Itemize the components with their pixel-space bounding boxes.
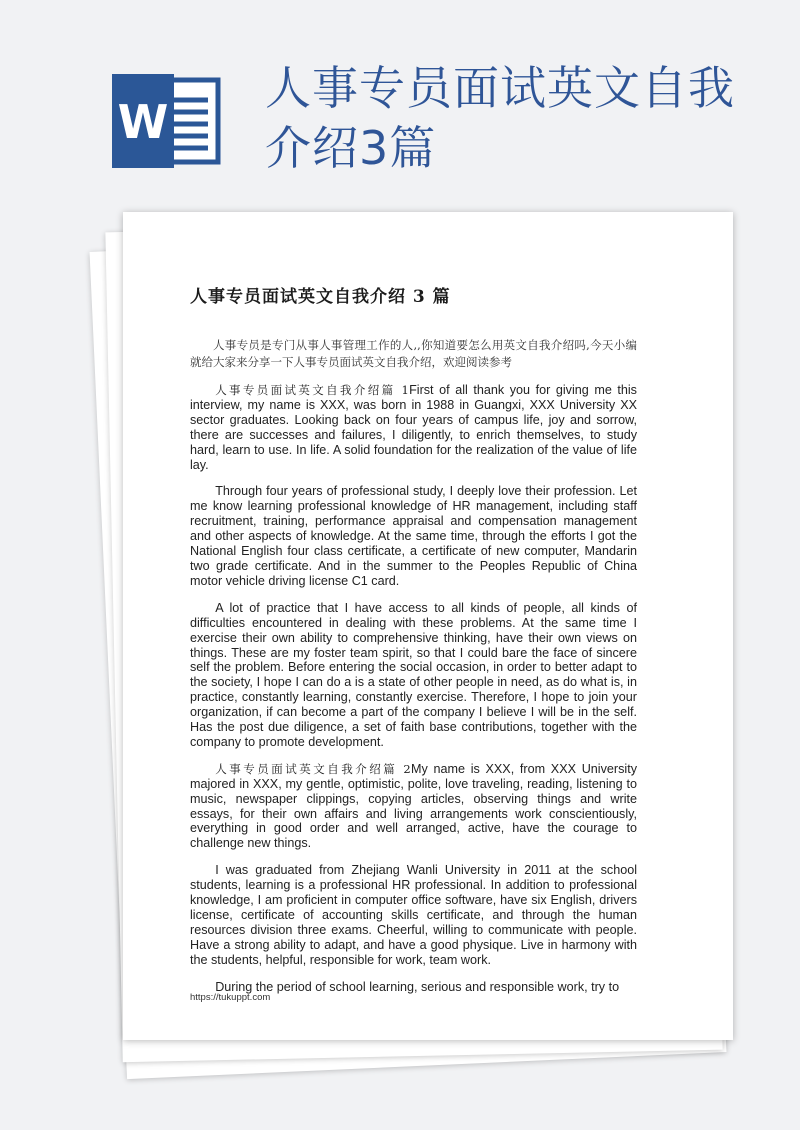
- paragraph-text: First of all thank you for giving me this interview, my name is XXX, was born in 1988 in Guangxi, XXX University XX sector graduates. Looking back on four years of campus life, joy and sorrow, there are successes and failures, I diligently, to enrich themselves, to study hard, learn to use. In life. A solid foundation for the realization of the value of life lay.: [190, 383, 637, 472]
- paragraph-text: My name is XXX, from XXX University majored in XXX, my gentle, optimistic, polite, love traveling, reading, listening to music, newspaper clippings, copying articles, observing things and write essays, for their own affairs and living arrangements work conscientiously, everything in good order and well arranged, active, have the courage to challenge new things.: [190, 761, 637, 851]
- body-paragraph: [190, 863, 637, 967]
- paragraph-text: I was graduated from Zhejiang Wanli University in 2011 at the school students, learning is a professional HR professional. In addition to professional knowledge, I am proficient in computer office software, have six English, drivers license, certificate of accounting skills certificate, and through the human resources division three exams. Cheerful, willing to communicate with people. Have a strong ability to adapt, and have a good physique. Live in harmony with the students, helpful, responsible for work, team work.: [190, 863, 637, 967]
- banner-title: [265, 58, 785, 178]
- intro-paragraph: 人事专员是专门从事人事管理工作的人,,你知道要怎么用英文自我介绍吗,今天小编就给大家来分享一下人事专员面试英文自我介绍，欢迎阅读参考: [190, 338, 637, 369]
- paragraph-lead: 人事专员面试英文自我介绍篇 1: [215, 383, 410, 397]
- document-body: [190, 282, 637, 1007]
- paragraph-lead: 人事专员面试英文自我介绍篇 2: [215, 761, 412, 776]
- word-document-icon: [112, 74, 224, 168]
- body-paragraph: [190, 484, 637, 588]
- paragraph-text: A lot of practice that I have access to all kinds of people, all kinds of difficulties encountered in dealing with these problems. At the same time I exercise their own ability to comprehensive thinking, have their own views on things. These are my foster team spirit, so that I could bare the face of sincere self the problem. Before entering the social occasion, in order to better adapt to the society, I hope I can do a is a state of other people in need, as do what is, in practice, constantly learning, constantly exercise. Therefore, I hope to join your organization, if can become a part of the company I believe I will be in the self. Has the post due diligence, a set of faith base contributions, together with the company to promote development.: [190, 600, 637, 749]
- banner-title-line-2: 介绍3篇: [265, 121, 437, 175]
- paragraph-text: Through four years of professional study, I deeply love their profession. Let me know learning professional knowledge of HR management, including staff recruitment, training, performance appraisal and compensation management and other aspects of knowledge. At the same time, through the efforts I got the National English four class certificate, a certificate of new computer, Mandarin two grade certificate. And in the summer to the Peoples Republic of China motor vehicle driving license C1 card.: [190, 484, 637, 588]
- footer-url: https://tukuppt.com: [190, 992, 271, 1003]
- word-icon-letter: W: [117, 95, 169, 149]
- paragraph-text: During the period of school learning, serious and responsible work, try to: [215, 979, 620, 994]
- body-paragraph: [190, 762, 637, 851]
- body-paragraph: [190, 383, 637, 472]
- body-paragraph: [190, 601, 637, 750]
- banner-title-line-1: 人事专员面试英文自我: [265, 61, 735, 115]
- document-title: 人事专员面试英文自我介绍 3 篇: [190, 287, 451, 307]
